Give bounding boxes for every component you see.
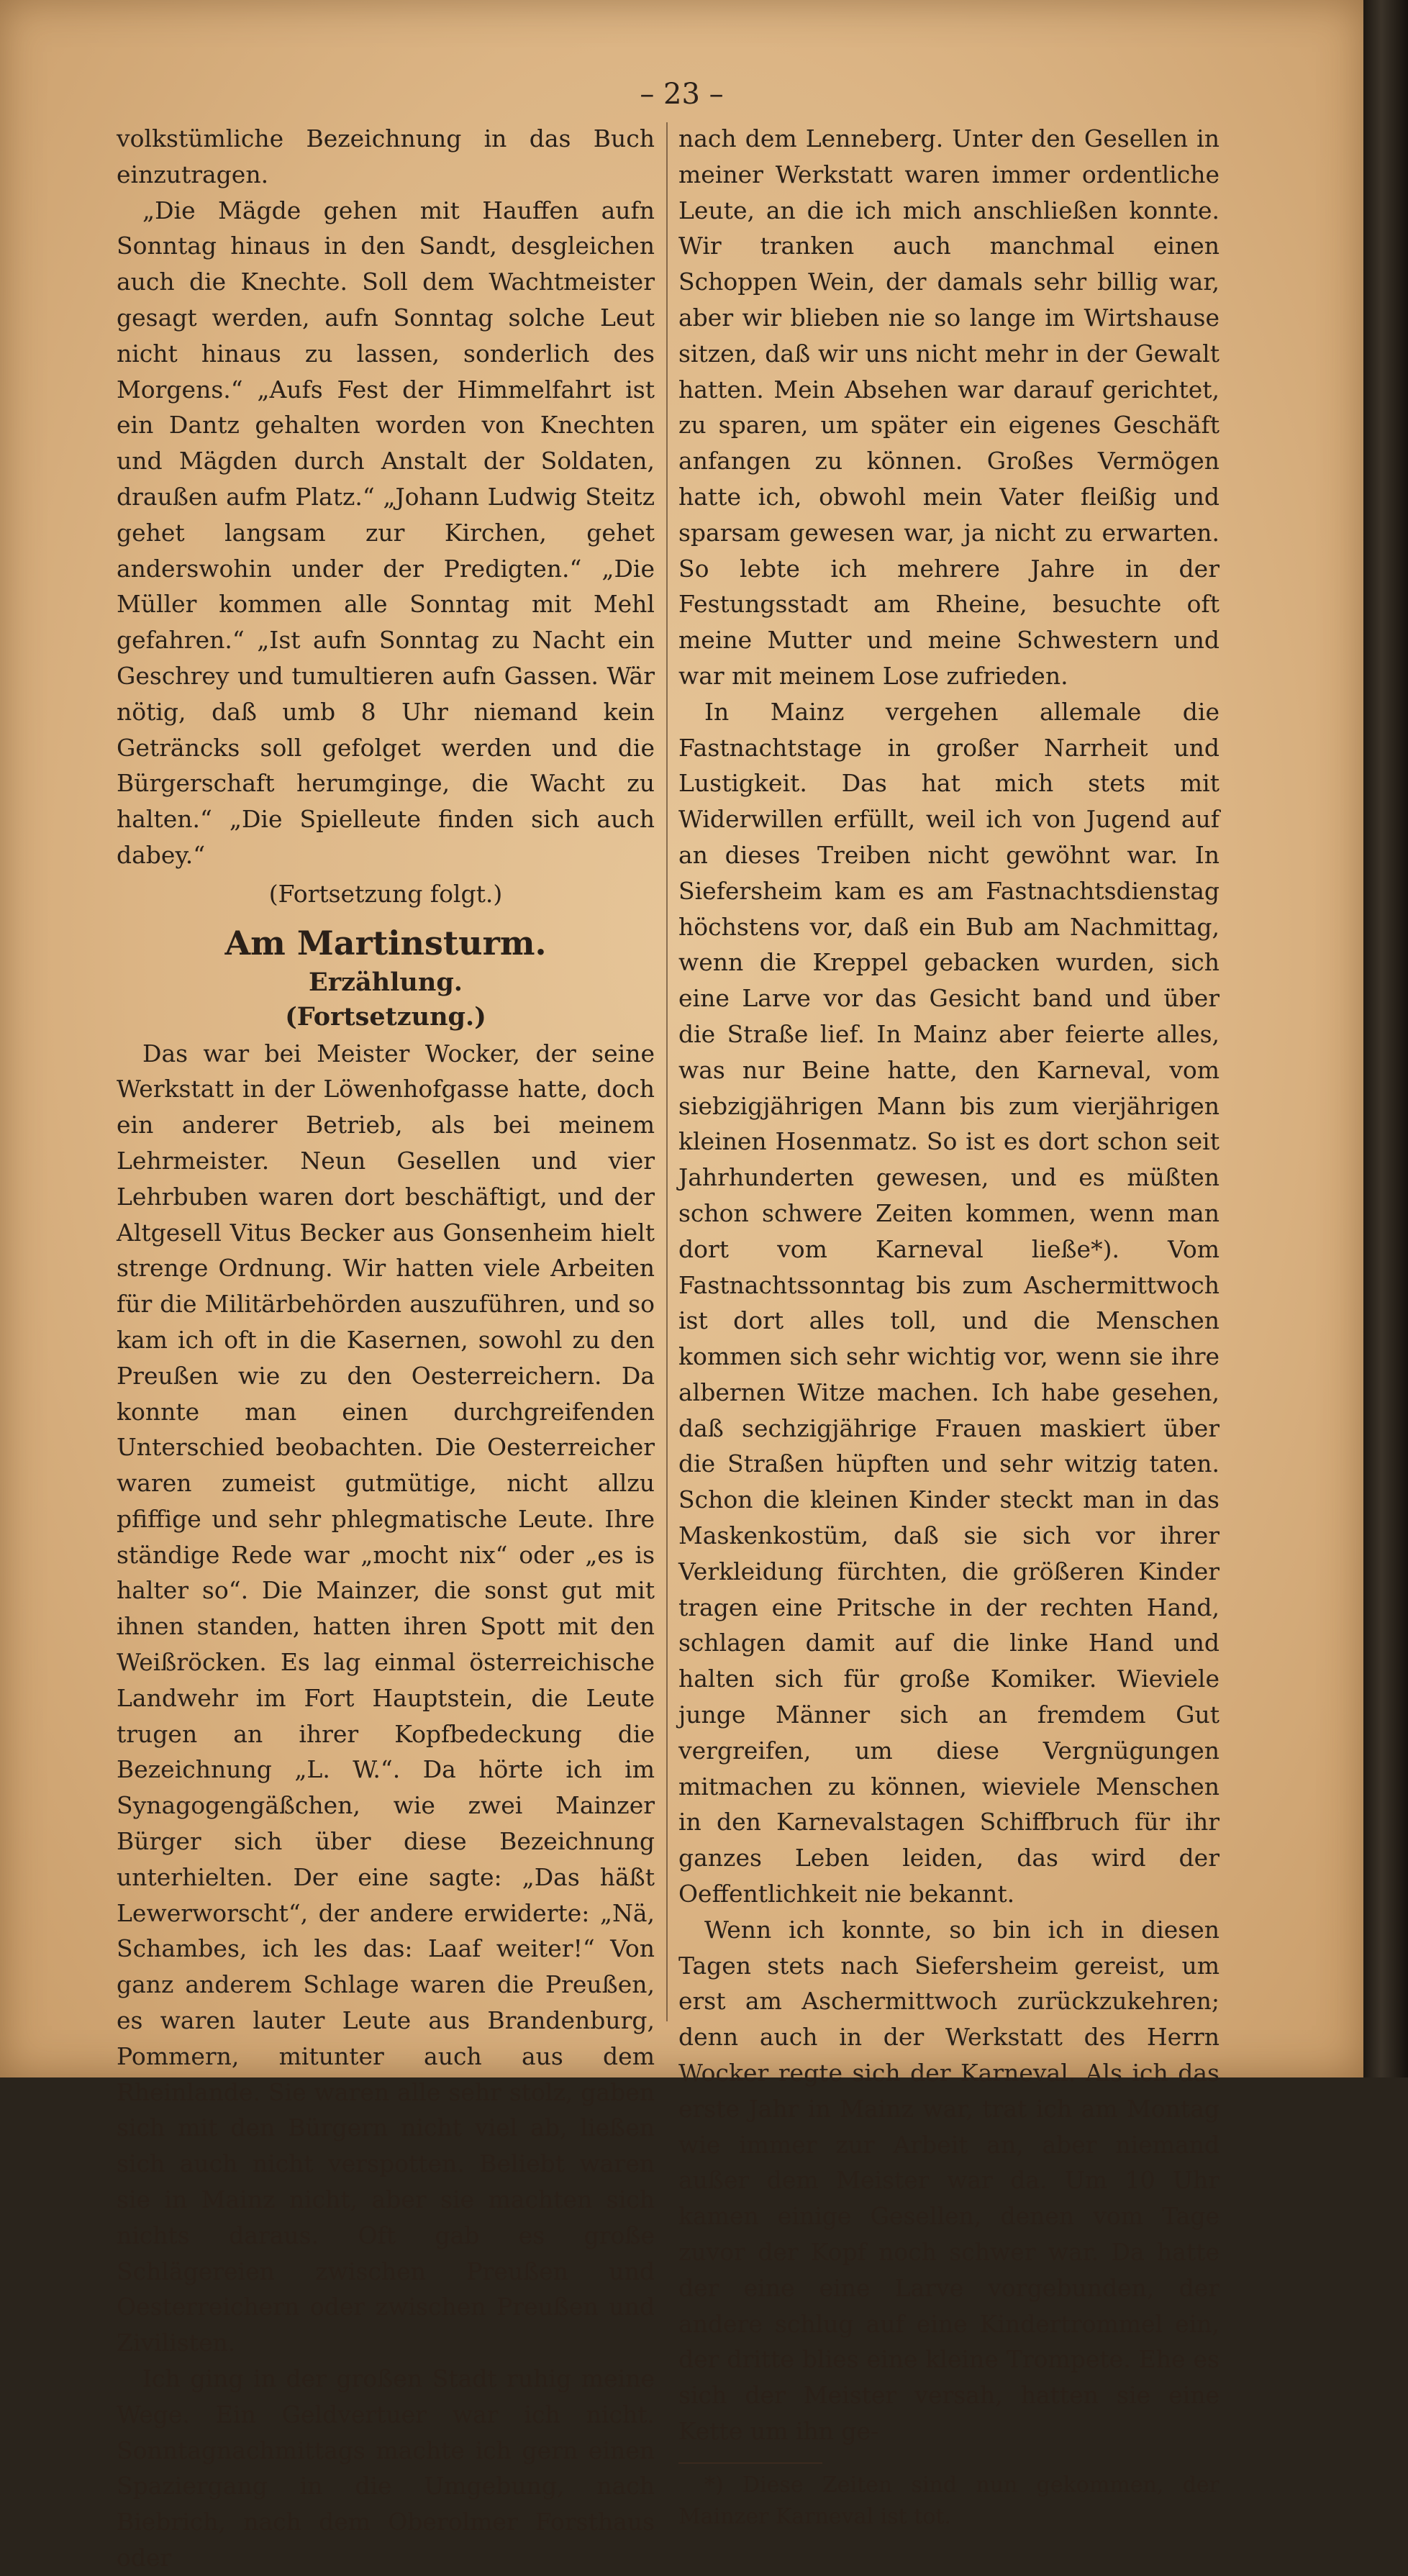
footnote: *) Diese Zeiten sind nun gekommen, der Mainzer Karneval ist tot.	[678, 2472, 1219, 2529]
paragraph: Das war bei Meister Wocker, der seine Werkstatt in der Löwenhofgasse hatte, doch ein anderer Betrieb, als bei meinem Lehrmeister. Neun Gesellen und vier Lehrbuben waren dort beschäftigt, und der Altgesell Vitus Becker aus Gonsenheim hielt strenge Ordnung. Wir hatten viele Arbeiten für die Militärbehörden auszuführen, und so kam ich oft in die Kasernen, sowohl zu den Preußen wie zu den Oesterreichern. Da konnte man einen durchgreifenden Unterschied beobachten. Die Oesterreicher waren zumeist gutmütige, nicht allzu pfiffige und sehr phlegmatische Leute. Ihre ständige Rede war „mocht nix“ oder „es is halter so“. Die Mainzer, die sonst gut mit ihnen standen, hatten ihren Spott mit den Weißröcken. Es lag einmal österreichische Landwehr im Fort Hauptstein, die Leute trugen an ihrer Kopfbedeckung die Bezeichnung „L. W.“. Da hörte ich im Synagogengäßchen, wie zwei Mainzer Bürger sich über diese Bezeichnung unterhielten. Der eine sagte: „Das häßt Lewerworscht“, der andere erwiderte: „Nä, Schambes, ich les das: Laaf weiter!“ Von ganz anderem Schlage waren die Preußen, es waren lauter Leute aus Brandenburg, Pommern, mitunter auch aus dem Rheinlande. Sie waren alle sehr stolz, gaben sich mit den Bürgern nicht viel ab, ließen sich auch nicht verspotten. Beliebt waren sie in Mainz nicht, aber sie machten sich nichts daraus. Oft gab es große Schlägereien zwischen Preußen und Oesterreichern oder zwischen Preußen und Zivilisten.	[117, 1039, 655, 2357]
continuation-note: (Fortsetzung folgt.)	[268, 879, 503, 908]
article-subtitle: Erzählung.	[309, 967, 463, 997]
column-divider	[666, 122, 668, 2021]
footnote-rule	[678, 2462, 822, 2464]
paragraph: In Mainz vergehen allemale die Fastnachtstage in großer Narrheit und Lustigkeit. Das hat mich stets mit Widerwillen erfüllt, weil ich von Jugend auf an dieses Treiben nicht gewöhnt war. In Siefersheim kam es am Fastnachtsdienstag höchstens vor, daß ein Bub am Nachmittag, wenn die Kreppel gebacken wurden, sich eine Larve vor das Gesicht band und über die Straße lief. In Mainz aber feierte alles, was nur Beine hatte, den Karneval, vom siebzigjährigen Mann bis zum vierjährigen kleinen Hosenmatz. So ist es dort schon seit Jahrhunderten gewesen, und es müßten schon schwere Zeiten kommen, wenn man dort vom Karneval ließe*). Vom Fastnachtssonntag bis zum Aschermittwoch ist dort alles toll, und die Menschen kommen sich sehr wichtig vor, wenn sie ihre albernen Witze machen. Ich habe gesehen, daß sechzigjährige Frauen maskiert über die Straßen hüpften und sehr witzig taten. Schon die kleinen Kinder steckt man in das Maskenkostüm, daß sie sich vor ihrer Verkleidung fürchten, die größeren Kinder tragen eine Pritsche in der rechten Hand, schlagen damit auf die linke Hand und halten sich für große Komiker. Wieviele junge Männer sich an fremdem Gut vergreifen, um diese Vergnügungen mitmachen zu können, wieviele Menschen in den Karnevalstagen Schiffbruch für ihr ganzes Leben leiden, das wird der Oeffentlichkeit nie bekannt.	[678, 697, 1219, 1908]
paragraph: volkstümliche Bezeichnung in das Buch einzutragen.	[117, 124, 655, 188]
right-column	[678, 121, 1219, 2533]
book-binding	[1363, 0, 1408, 2077]
paragraph: „Die Mägde gehen mit Hauffen aufn Sonntag hinaus in den Sandt, desgleichen auch die Knechte. Soll dem Wachtmeister gesagt werden, aufn Sonntag solche Leut nicht hinaus zu lassen, sonderlich des Morgens.“ „Aufs Fest der Himmelfahrt ist ein Dantz gehalten worden von Knechten und Mägden durch Anstalt der Soldaten, draußen aufm Platz.“ „Johann Ludwig Steitz gehet langsam zur Kirchen, gehet anderswohin under der Predigten.“ „Die Müller kommen alle Sonntag mit Mehl gefahren.“ „Ist aufn Sonntag zu Nacht ein Geschrey und tumultieren aufn Gassen. Wär nötig, daß umb 8 Uhr niemand kein Geträncks soll gefolget werden und die Bürgerschaft herumginge, die Wacht zu halten.“ „Die Spielleute finden sich auch dabey.“	[117, 196, 655, 869]
continuation-label: (Fortsetzung.)	[285, 1001, 486, 1032]
paragraph: nach dem Lenneberg. Unter den Gesellen in meiner Werkstatt waren immer ordentliche Leute, an die ich mich anschließen konnte. Wir tranken auch manchmal einen Schoppen Wein, der damals sehr billig war, aber wir blieben nie so lange im Wirtshause sitzen, daß wir uns nicht mehr in der Gewalt hatten. Mein Absehen war darauf gerichtet, zu sparen, um später ein eigenes Geschäft anfangen zu können. Großes Vermögen hatte ich, obwohl mein Vater fleißig und sparsam gewesen war, ja nicht zu erwarten. So lebte ich mehrere Jahre in der Festungsstadt am Rheine, besuchte oft meine Mutter und meine Schwestern und war mit meinem Lose zufrieden.	[678, 124, 1219, 690]
page-number: – 23 –	[640, 78, 724, 111]
left-column	[117, 121, 655, 2576]
article-title: Am Martinsturm.	[224, 923, 547, 962]
paragraph: Wenn ich konnte, so bin ich in diesen Tagen stets nach Siefersheim gereist, um erst am Aschermittwoch zurückzukehren; denn auch in der Werkstatt des Herrn Wocker regte sich der Karneval. Als ich das erste Jahr in Mainz war, trat ich am Montag wie immer zur Arbeit an, aber niemand außer dem Meister war da. Um 10 Uhr kamen einige Gesellen, denen vom Tage zuvor der Kopf noch schwer war. Da hatte der eine eine Larve vorgebunden, der andere schlug auf eine Kindertrommel ein, der dritte blies eine kleine Trompete. Ehe es sich der Meister versah, hatten sie eine Kette um ihn ge-	[678, 1915, 1219, 2445]
paragraph: Ich ging in der großen Stadt ruhig meine Wege. Ein Geldvertuer war ich nicht. Sonntagnachmittags machte ich gern einen Spaziergang in die Umgebung, nach Biebrich, nach dem Oberolmer Forsthaus oder	[117, 2365, 655, 2572]
